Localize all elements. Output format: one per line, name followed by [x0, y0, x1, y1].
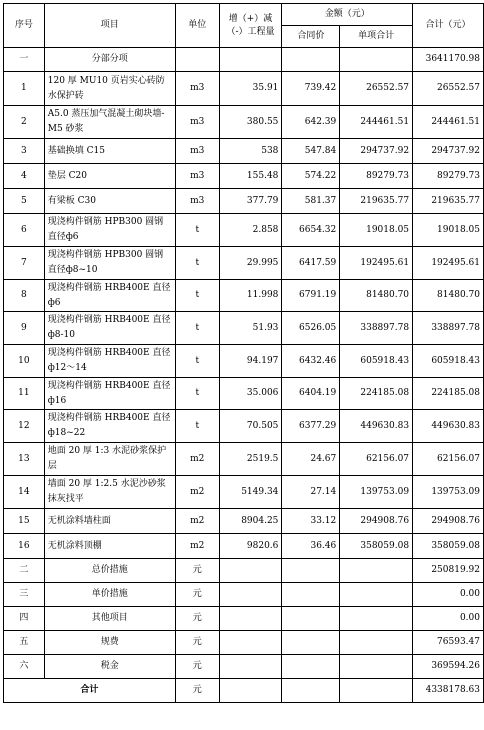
- grand-total-label: 合计: [4, 679, 176, 703]
- header-contract-price: 合同价: [282, 26, 340, 48]
- item-seq: 6: [4, 214, 45, 247]
- item-total: 294737.92: [413, 139, 484, 164]
- summary-unit: 元: [175, 607, 219, 631]
- cost-table: [3, 3, 484, 703]
- item-qty: 9820.6: [219, 534, 282, 559]
- item-name: 无机涂料墙柱面: [44, 509, 175, 534]
- item-price: 6377.29: [282, 410, 340, 443]
- item-name: 现浇构件钢筋 HRB400E 直径ф12～14: [44, 345, 175, 378]
- table-row: [4, 164, 484, 189]
- item-name: 现浇构件钢筋 HRB400E 直径ф16: [44, 378, 175, 410]
- table-row: [4, 280, 484, 312]
- summary-seq: 四: [4, 607, 45, 631]
- table-row: [4, 534, 484, 559]
- item-subtotal: 89279.73: [340, 164, 413, 189]
- item-name: A5.0 蒸压加气混凝土砌块墙-M5 砂浆: [44, 106, 175, 139]
- item-name: 现浇构件钢筋 HRB400E 直径ф6: [44, 280, 175, 312]
- item-subtotal: 139753.09: [340, 476, 413, 509]
- item-total: 605918.43: [413, 345, 484, 378]
- item-unit: m3: [175, 72, 219, 106]
- table-row: [4, 247, 484, 280]
- table-row: [4, 106, 484, 139]
- item-name: 垫层 C20: [44, 164, 175, 189]
- summary-unit: 元: [175, 631, 219, 655]
- header-unit-total: 单项合计: [340, 26, 413, 48]
- item-unit: t: [175, 410, 219, 443]
- item-subtotal: 81480.70: [340, 280, 413, 312]
- item-qty: 2519.5: [219, 443, 282, 476]
- empty-cell: [219, 631, 282, 655]
- item-seq: 16: [4, 534, 45, 559]
- item-unit: m2: [175, 509, 219, 534]
- table-row: [4, 312, 484, 345]
- summary-seq: 三: [4, 583, 45, 607]
- item-price: 6654.32: [282, 214, 340, 247]
- summary-total: 0.00: [413, 607, 484, 631]
- grand-total-unit: 元: [175, 679, 219, 703]
- item-subtotal: 192495.61: [340, 247, 413, 280]
- item-name: 现浇构件钢筋 HRB400E 直径ф18~22: [44, 410, 175, 443]
- empty-cell: [219, 679, 282, 703]
- item-subtotal: 449630.83: [340, 410, 413, 443]
- item-seq: 9: [4, 312, 45, 345]
- item-total: 81480.70: [413, 280, 484, 312]
- item-unit: m2: [175, 534, 219, 559]
- item-qty: 155.48: [219, 164, 282, 189]
- summary-unit: 元: [175, 583, 219, 607]
- item-price: 24.67: [282, 443, 340, 476]
- summary-row: [4, 583, 484, 607]
- empty-cell: [340, 631, 413, 655]
- item-seq: 10: [4, 345, 45, 378]
- item-subtotal: 26552.57: [340, 72, 413, 106]
- summary-unit: 元: [175, 559, 219, 583]
- table-row: [4, 345, 484, 378]
- header-row-1: [4, 4, 484, 26]
- empty-cell: [282, 631, 340, 655]
- summary-name: 其他项目: [44, 607, 175, 631]
- item-total: 358059.08: [413, 534, 484, 559]
- item-qty: 94.197: [219, 345, 282, 378]
- table-row: [4, 476, 484, 509]
- grand-total-value: 4338178.63: [413, 679, 484, 703]
- item-qty: 51.93: [219, 312, 282, 345]
- table-row: [4, 509, 484, 534]
- item-total: 294908.76: [413, 509, 484, 534]
- item-total: 26552.57: [413, 72, 484, 106]
- item-subtotal: 62156.07: [340, 443, 413, 476]
- item-qty: 29.995: [219, 247, 282, 280]
- summary-name: 税金: [44, 655, 175, 679]
- item-unit: m3: [175, 189, 219, 214]
- item-unit: m2: [175, 443, 219, 476]
- item-name: 墙面 20 厚 1:2.5 水泥沙砂浆抹灰找平: [44, 476, 175, 509]
- item-total: 338897.78: [413, 312, 484, 345]
- summary-total: 369594.26: [413, 655, 484, 679]
- item-unit: m3: [175, 139, 219, 164]
- item-seq: 7: [4, 247, 45, 280]
- item-total: 62156.07: [413, 443, 484, 476]
- summary-row: [4, 631, 484, 655]
- item-price: 6791.19: [282, 280, 340, 312]
- item-unit: m3: [175, 106, 219, 139]
- item-total: 192495.61: [413, 247, 484, 280]
- item-subtotal: 294737.92: [340, 139, 413, 164]
- item-qty: 8904.25: [219, 509, 282, 534]
- header-seq: 序号: [4, 4, 45, 48]
- item-total: 89279.73: [413, 164, 484, 189]
- header-qty: 增（+）减（-）工程量: [219, 4, 282, 48]
- item-price: 642.39: [282, 106, 340, 139]
- item-price: 6526.05: [282, 312, 340, 345]
- empty-cell: [219, 655, 282, 679]
- item-subtotal: 244461.51: [340, 106, 413, 139]
- item-price: 6432.46: [282, 345, 340, 378]
- item-seq: 11: [4, 378, 45, 410]
- table-row: [4, 214, 484, 247]
- empty-cell: [340, 583, 413, 607]
- item-qty: 377.79: [219, 189, 282, 214]
- item-name: 地面 20 厚 1:3 水泥砂浆保护层: [44, 443, 175, 476]
- item-seq: 14: [4, 476, 45, 509]
- item-qty: 70.505: [219, 410, 282, 443]
- table-row: [4, 189, 484, 214]
- item-price: 33.12: [282, 509, 340, 534]
- item-seq: 1: [4, 72, 45, 106]
- item-price: 547.84: [282, 139, 340, 164]
- empty-cell: [282, 583, 340, 607]
- section-seq: 一: [4, 48, 45, 72]
- empty-cell: [340, 655, 413, 679]
- summary-row: [4, 607, 484, 631]
- table-row: [4, 139, 484, 164]
- empty-cell: [219, 607, 282, 631]
- item-price: 6417.59: [282, 247, 340, 280]
- empty-cell: [282, 607, 340, 631]
- summary-name: 单价措施: [44, 583, 175, 607]
- grand-total-row: [4, 679, 484, 703]
- item-subtotal: 358059.08: [340, 534, 413, 559]
- item-name: 无机涂料顶棚: [44, 534, 175, 559]
- item-price: 6404.19: [282, 378, 340, 410]
- summary-unit: 元: [175, 655, 219, 679]
- item-unit: t: [175, 345, 219, 378]
- table-row: [4, 72, 484, 106]
- summary-name: 总价措施: [44, 559, 175, 583]
- header-amount: 金额（元）: [282, 4, 413, 26]
- item-price: 36.46: [282, 534, 340, 559]
- summary-row: [4, 559, 484, 583]
- item-name: 有梁板 C30: [44, 189, 175, 214]
- item-total: 244461.51: [413, 106, 484, 139]
- section-total: 3641170.98: [413, 48, 484, 72]
- item-seq: 4: [4, 164, 45, 189]
- item-subtotal: 605918.43: [340, 345, 413, 378]
- summary-seq: 二: [4, 559, 45, 583]
- item-subtotal: 19018.05: [340, 214, 413, 247]
- item-price: 739.42: [282, 72, 340, 106]
- item-name: 现浇构件钢筋 HPB300 圆钢直径ф6: [44, 214, 175, 247]
- empty-cell: [282, 559, 340, 583]
- item-name: 现浇构件钢筋 HRB400E 直径ф8-10: [44, 312, 175, 345]
- item-qty: 380.55: [219, 106, 282, 139]
- item-total: 224185.08: [413, 378, 484, 410]
- section-name: 分部分项: [44, 48, 175, 72]
- header-unit: 单位: [175, 4, 219, 48]
- summary-total: 250819.92: [413, 559, 484, 583]
- table-row: [4, 443, 484, 476]
- item-qty: 35.91: [219, 72, 282, 106]
- item-subtotal: 294908.76: [340, 509, 413, 534]
- item-name: 120 厚 MU10 页岩实心砖防水保护砖: [44, 72, 175, 106]
- item-subtotal: 224185.08: [340, 378, 413, 410]
- empty-cell: [282, 679, 340, 703]
- item-total: 449630.83: [413, 410, 484, 443]
- item-price: 574.22: [282, 164, 340, 189]
- item-unit: t: [175, 214, 219, 247]
- summary-seq: 六: [4, 655, 45, 679]
- item-name: 现浇构件钢筋 HPB300 圆钢直径ф8~10: [44, 247, 175, 280]
- item-unit: t: [175, 378, 219, 410]
- header-item: 项目: [44, 4, 175, 48]
- item-total: 219635.77: [413, 189, 484, 214]
- summary-total: 0.00: [413, 583, 484, 607]
- item-unit: t: [175, 312, 219, 345]
- item-unit: m3: [175, 164, 219, 189]
- empty-cell: [340, 679, 413, 703]
- item-qty: 5149.34: [219, 476, 282, 509]
- summary-total: 76593.47: [413, 631, 484, 655]
- item-qty: 35.006: [219, 378, 282, 410]
- item-price: 581.37: [282, 189, 340, 214]
- item-qty: 2.858: [219, 214, 282, 247]
- summary-seq: 五: [4, 631, 45, 655]
- empty-cell: [340, 607, 413, 631]
- table-row: [4, 410, 484, 443]
- item-seq: 13: [4, 443, 45, 476]
- summary-row: [4, 655, 484, 679]
- item-subtotal: 219635.77: [340, 189, 413, 214]
- table-row: [4, 378, 484, 410]
- item-seq: 12: [4, 410, 45, 443]
- item-unit: m2: [175, 476, 219, 509]
- empty-cell: [219, 559, 282, 583]
- empty-cell: [282, 655, 340, 679]
- item-qty: 538: [219, 139, 282, 164]
- item-total: 19018.05: [413, 214, 484, 247]
- empty-cell: [340, 559, 413, 583]
- item-seq: 15: [4, 509, 45, 534]
- item-subtotal: 338897.78: [340, 312, 413, 345]
- empty-cell: [219, 583, 282, 607]
- header-total: 合计（元）: [413, 4, 484, 48]
- item-name: 基础换填 C15: [44, 139, 175, 164]
- item-seq: 3: [4, 139, 45, 164]
- summary-name: 规费: [44, 631, 175, 655]
- section-row: [4, 48, 484, 72]
- item-seq: 8: [4, 280, 45, 312]
- item-price: 27.14: [282, 476, 340, 509]
- item-unit: t: [175, 280, 219, 312]
- item-qty: 11.998: [219, 280, 282, 312]
- item-total: 139753.09: [413, 476, 484, 509]
- item-seq: 5: [4, 189, 45, 214]
- item-seq: 2: [4, 106, 45, 139]
- item-unit: t: [175, 247, 219, 280]
